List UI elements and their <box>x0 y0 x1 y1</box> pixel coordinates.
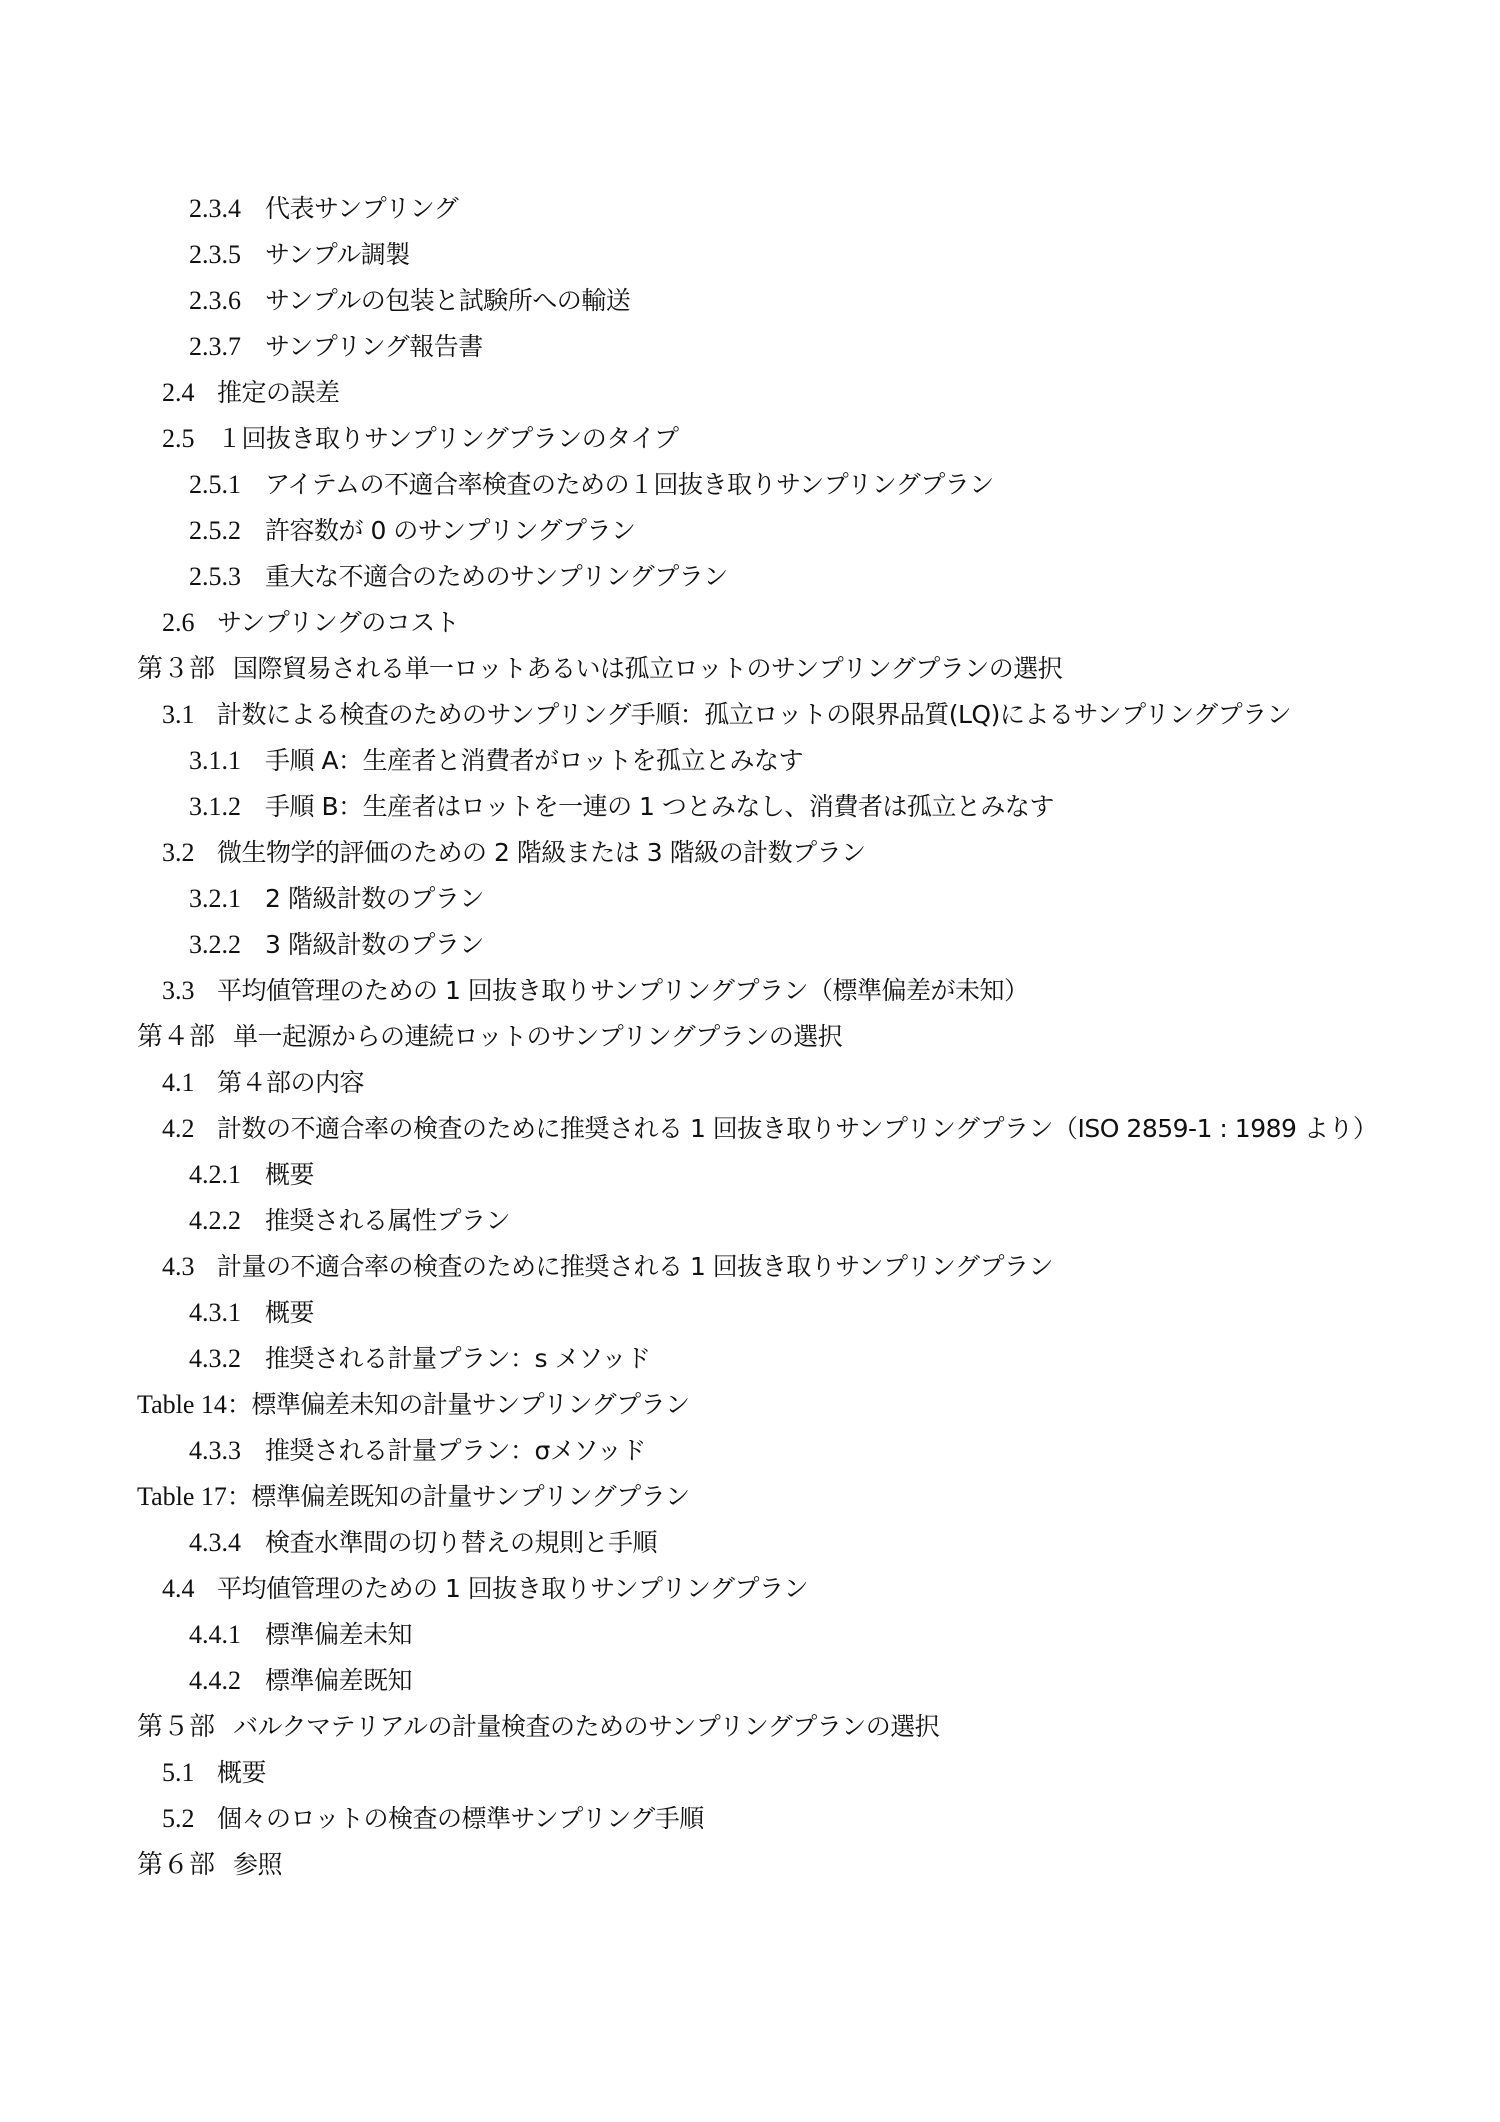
toc-entry-number: 4.3.2 <box>189 1344 241 1373</box>
toc-entry-title: サンプリングのコスト <box>217 608 460 637</box>
toc-entry-level-3 <box>0 462 1500 508</box>
toc-entry-title: ：標準偏差既知の計量サンプリングプラン <box>226 1482 690 1511</box>
toc-entry-level-2 <box>0 692 1500 738</box>
toc-entry-title: バルクマテリアルの計量検査のためのサンプリングプランの選択 <box>233 1712 940 1741</box>
toc-entry-level-3 <box>0 1152 1500 1198</box>
toc-entry-level-3 <box>0 876 1500 922</box>
toc-entry-level-3 <box>0 324 1500 370</box>
toc-table-entry <box>0 1382 1500 1428</box>
toc-entry-level-1 <box>0 1014 1500 1060</box>
toc-entry-level-2 <box>0 1244 1500 1290</box>
toc-entry-level-3 <box>0 554 1500 600</box>
toc-entry-number: 3.1.1 <box>189 746 241 775</box>
toc-entry-number: 4.3.1 <box>189 1298 241 1327</box>
toc-entry-number: 2.3.5 <box>189 240 241 269</box>
toc-entry-number: 3.2 <box>162 838 195 867</box>
toc-entry-level-3 <box>0 278 1500 324</box>
toc-entry-level-2 <box>0 600 1500 646</box>
toc-entry-title: ：標準偏差未知の計量サンプリングプラン <box>226 1390 690 1419</box>
toc-entry-number: Table 14 <box>137 1390 227 1419</box>
toc-entry-title: 標準偏差未知 <box>265 1620 413 1649</box>
toc-entry-level-3 <box>0 1198 1500 1244</box>
toc-entry-title: 個々のロットの検査の標準サンプリング手順 <box>217 1804 704 1833</box>
toc-entry-number: 2.5.3 <box>189 562 241 591</box>
toc-entry-title: アイテムの不適合率検査のための１回抜き取りサンプリングプラン <box>265 470 994 499</box>
toc-entry-level-3 <box>0 1290 1500 1336</box>
toc-entry-number: 3.2.1 <box>189 884 241 913</box>
toc-entry-level-3 <box>0 1428 1500 1474</box>
toc-entry-number: 4.3.3 <box>189 1436 241 1465</box>
toc-entry-number: 2.3.7 <box>189 332 241 361</box>
toc-entry-title: 計数による検査のためのサンプリング手順：孤立ロットの限界品質(LQ)によるサンプリングプラン <box>217 700 1292 729</box>
toc-entry-level-1 <box>0 1842 1500 1888</box>
toc-entry-number: 第４部 <box>137 1022 216 1051</box>
toc-entry-title: 検査水準間の切り替えの規則と手順 <box>265 1528 658 1557</box>
toc-entry-title: 手順 B：生産者はロットを一連の 1 つとみなし、消費者は孤立とみなす <box>265 792 1054 821</box>
toc-entry-number: 4.4 <box>162 1574 195 1603</box>
toc-entry-title: 計数の不適合率の検査のために推奨される 1 回抜き取りサンプリングプラン（ISO 2859-1 : 1989 より） <box>217 1114 1378 1143</box>
toc-entry-number: 4.2.2 <box>189 1206 241 1235</box>
toc-entry-number: 3.2.2 <box>189 930 241 959</box>
toc-entry-level-2 <box>0 968 1500 1014</box>
toc-entry-number: 3.3 <box>162 976 195 1005</box>
toc-entry-title: 標準偏差既知 <box>265 1666 413 1695</box>
toc-entry-number: 5.2 <box>162 1804 195 1833</box>
toc-entry-level-3 <box>0 1658 1500 1704</box>
toc-entry-number: 2.5 <box>162 424 195 453</box>
toc-entry-title: 推定の誤差 <box>217 378 340 407</box>
toc-entry-level-3 <box>0 1612 1500 1658</box>
toc-entry-number: 4.3 <box>162 1252 195 1281</box>
toc-entry-number: 4.1 <box>162 1068 195 1097</box>
toc-entry-title: 概要 <box>217 1758 267 1787</box>
toc-entry-level-3 <box>0 232 1500 278</box>
toc-table-entry <box>0 1474 1500 1520</box>
toc-entry-number: 2.3.6 <box>189 286 241 315</box>
toc-entry-level-2 <box>0 1060 1500 1106</box>
toc-entry-number: 4.3.4 <box>189 1528 241 1557</box>
toc-entry-level-3 <box>0 738 1500 784</box>
toc-entry-title: 単一起源からの連続ロットのサンプリングプランの選択 <box>233 1022 843 1051</box>
toc-entry-level-2 <box>0 416 1500 462</box>
toc-entry-level-2 <box>0 1796 1500 1842</box>
toc-entry-number: 4.2 <box>162 1114 195 1143</box>
toc-entry-level-2 <box>0 1106 1500 1152</box>
toc-entry-title: 微生物学的評価のための 2 階級または 3 階級の計数プラン <box>217 838 866 867</box>
toc-entry-title: 許容数が 0 のサンプリングプラン <box>265 516 636 545</box>
toc-entry-title: 2 階級計数のプラン <box>265 884 484 913</box>
toc-entry-level-2 <box>0 370 1500 416</box>
toc-entry-number: 2.6 <box>162 608 195 637</box>
toc-entry-title: 推奨される計量プラン：σメソッド <box>265 1436 646 1465</box>
toc-entry-level-3 <box>0 1336 1500 1382</box>
toc-entry-title: １回抜き取りサンプリングプランのタイプ <box>217 424 679 453</box>
toc-entry-level-1 <box>0 1704 1500 1750</box>
toc-entry-number: 2.5.2 <box>189 516 241 545</box>
toc-entry-title: 推奨される計量プラン：s メソッド <box>265 1344 651 1373</box>
toc-entry-number: 第３部 <box>137 654 216 683</box>
toc-entry-level-3 <box>0 186 1500 232</box>
toc-entry-number: Table 17 <box>137 1482 227 1511</box>
toc-entry-title: 概要 <box>265 1298 315 1327</box>
toc-entry-title: 概要 <box>265 1160 315 1189</box>
toc-entry-title: 参照 <box>233 1850 283 1879</box>
toc-entry-title: 国際貿易される単一ロットあるいは孤立ロットのサンプリングプランの選択 <box>233 654 1063 683</box>
toc-entry-number: 3.1.2 <box>189 792 241 821</box>
toc-entry-number: 2.4 <box>162 378 195 407</box>
toc-entry-number: 2.5.1 <box>189 470 241 499</box>
toc-entry-number: 4.4.2 <box>189 1666 241 1695</box>
toc-entry-title: 第４部の内容 <box>217 1068 365 1097</box>
table-of-contents <box>0 186 1500 1888</box>
toc-entry-level-2 <box>0 830 1500 876</box>
toc-entry-number: 5.1 <box>162 1758 195 1787</box>
toc-entry-level-2 <box>0 1566 1500 1612</box>
toc-entry-title: 重大な不適合のためのサンプリングプラン <box>265 562 728 591</box>
toc-entry-level-3 <box>0 508 1500 554</box>
toc-entry-level-3 <box>0 1520 1500 1566</box>
toc-entry-title: サンプルの包装と試験所への輸送 <box>265 286 631 315</box>
toc-entry-number: 4.2.1 <box>189 1160 241 1189</box>
toc-entry-number: 2.3.4 <box>189 194 241 223</box>
toc-entry-title: 代表サンプリング <box>265 194 459 223</box>
toc-entry-title: 3 階級計数のプラン <box>265 930 484 959</box>
toc-entry-number: 第５部 <box>137 1712 216 1741</box>
toc-entry-title: 手順 A：生産者と消費者がロットを孤立とみなす <box>265 746 804 775</box>
toc-entry-level-3 <box>0 784 1500 830</box>
toc-entry-title: 計量の不適合率の検査のために推奨される 1 回抜き取りサンプリングプラン <box>217 1252 1054 1281</box>
toc-entry-title: 平均値管理のための 1 回抜き取りサンプリングプラン <box>217 1574 809 1603</box>
toc-entry-title: 推奨される属性プラン <box>265 1206 511 1235</box>
toc-entry-title: サンプル調製 <box>265 240 410 269</box>
toc-entry-number: 第６部 <box>137 1850 216 1879</box>
toc-entry-level-3 <box>0 922 1500 968</box>
toc-entry-number: 3.1 <box>162 700 195 729</box>
toc-entry-number: 4.4.1 <box>189 1620 241 1649</box>
toc-entry-title: サンプリング報告書 <box>265 332 483 361</box>
toc-entry-level-2 <box>0 1750 1500 1796</box>
toc-entry-title: 平均値管理のための 1 回抜き取りサンプリングプラン（標準偏差が未知） <box>217 976 1029 1005</box>
toc-entry-level-1 <box>0 646 1500 692</box>
